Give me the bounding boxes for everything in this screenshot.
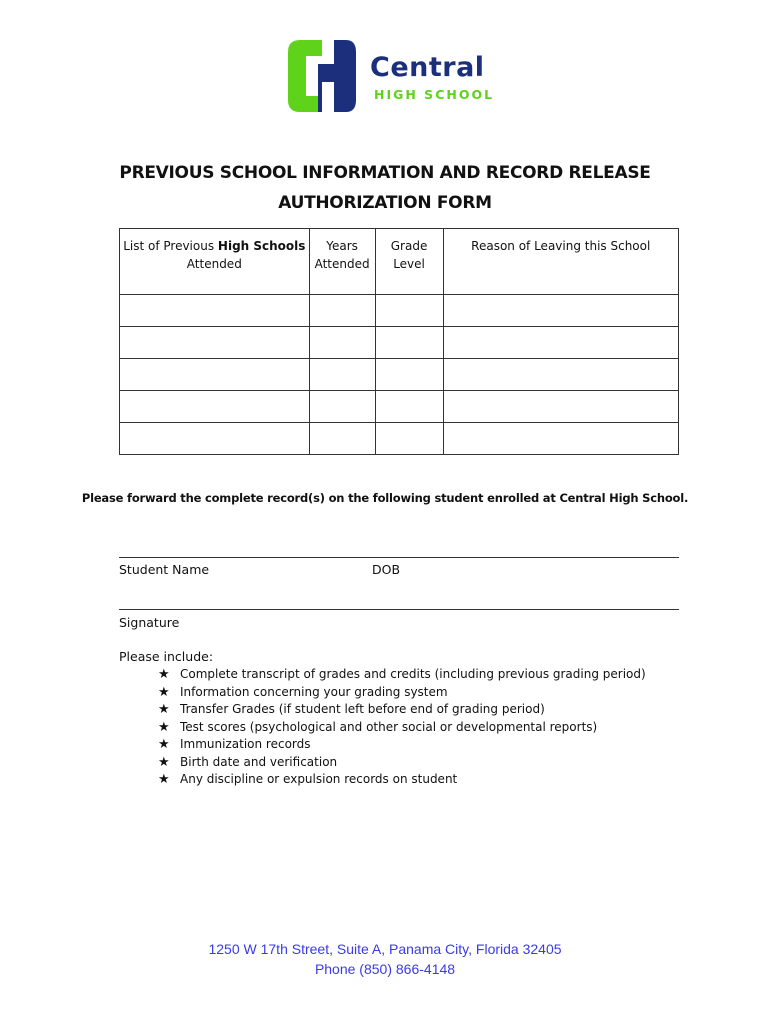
reason-cell[interactable] (443, 423, 679, 455)
header-reason (443, 229, 679, 295)
form-title-line1: PREVIOUS SCHOOL INFORMATION AND RECORD RELEASE (119, 163, 651, 183)
star-icon: ★ (158, 737, 170, 752)
reason-cell[interactable] (443, 359, 679, 391)
signature-line[interactable] (119, 609, 679, 610)
reason-cell[interactable] (443, 327, 679, 359)
school-cell[interactable] (120, 327, 310, 359)
header-grade-line1: Grade (390, 239, 428, 253)
student-name-dob-line[interactable] (119, 557, 679, 558)
header-years (309, 229, 375, 295)
years-cell[interactable] (309, 359, 375, 391)
list-item (158, 684, 646, 702)
header-reason-text: Reason of Leaving this School (471, 239, 651, 253)
table-row (120, 423, 679, 455)
please-include-label: Please include: (119, 649, 214, 664)
student-name-label: Student Name (119, 562, 210, 577)
header-schools-suffix: Attended (186, 257, 242, 271)
table-row (120, 391, 679, 423)
header-years-line2: Attended (314, 257, 370, 271)
header-grade (375, 229, 443, 295)
list-item (158, 754, 646, 772)
previous-schools-table (119, 228, 679, 455)
table-row (120, 295, 679, 327)
list-item-text: Immunization records (180, 737, 311, 751)
star-icon: ★ (158, 754, 170, 770)
dob-label: DOB (372, 562, 401, 577)
grade-cell[interactable] (375, 391, 443, 423)
grade-cell[interactable] (375, 423, 443, 455)
table-row (120, 359, 679, 391)
forward-instructions: Please forward the complete record(s) on the following student enrolled at Central High School. (81, 491, 689, 505)
form-title (60, 158, 710, 218)
signature-label: Signature (119, 615, 180, 630)
years-cell[interactable] (309, 391, 375, 423)
school-cell[interactable] (120, 295, 310, 327)
header-schools-prefix: List of Previous (123, 239, 218, 253)
list-item (158, 719, 646, 737)
ch-logo-icon (282, 34, 362, 118)
footer-address: 1250 W 17th Street, Suite A, Panama City, Florida 32405 (208, 941, 562, 957)
header-schools (120, 229, 310, 295)
list-item (158, 701, 646, 719)
list-item-text: Any discipline or expulsion records on student (180, 772, 458, 786)
header-grade-line2: Level (393, 257, 425, 271)
school-cell[interactable] (120, 359, 310, 391)
years-cell[interactable] (309, 295, 375, 327)
star-icon: ★ (158, 667, 170, 682)
star-icon: ★ (158, 719, 170, 735)
star-icon: ★ (158, 772, 170, 787)
footer-phone: Phone (850) 866-4148 (314, 961, 456, 977)
header-years-line1: Years (326, 239, 358, 253)
reason-cell[interactable] (443, 295, 679, 327)
school-cell[interactable] (120, 391, 310, 423)
star-icon: ★ (158, 702, 170, 717)
footer-contact (0, 939, 770, 979)
school-cell[interactable] (120, 423, 310, 455)
grade-cell[interactable] (375, 327, 443, 359)
table-row (120, 327, 679, 359)
grade-cell[interactable] (375, 359, 443, 391)
school-logo (282, 34, 502, 118)
list-item (158, 736, 646, 754)
list-item-text: Birth date and verification (180, 754, 338, 769)
years-cell[interactable] (309, 327, 375, 359)
years-cell[interactable] (309, 423, 375, 455)
list-item-text: Information concerning your grading system (180, 684, 448, 699)
list-item (158, 771, 646, 789)
form-title-line2: AUTHORIZATION FORM (278, 193, 492, 213)
list-item-text: Test scores (psychological and other social or developmental reports) (180, 719, 598, 734)
grade-cell[interactable] (375, 295, 443, 327)
table-header-row (120, 229, 679, 295)
header-schools-bold: High Schools (217, 239, 306, 253)
list-item (158, 666, 646, 684)
logo-subtitle: HIGH SCHOOL (374, 87, 495, 102)
include-list (158, 666, 646, 789)
logo-name: Central (370, 52, 485, 83)
list-item-text: Transfer Grades (if student left before end of grading period) (180, 702, 545, 716)
star-icon: ★ (158, 684, 170, 700)
list-item-text: Complete transcript of grades and credits (including previous grading period) (180, 667, 646, 681)
reason-cell[interactable] (443, 391, 679, 423)
